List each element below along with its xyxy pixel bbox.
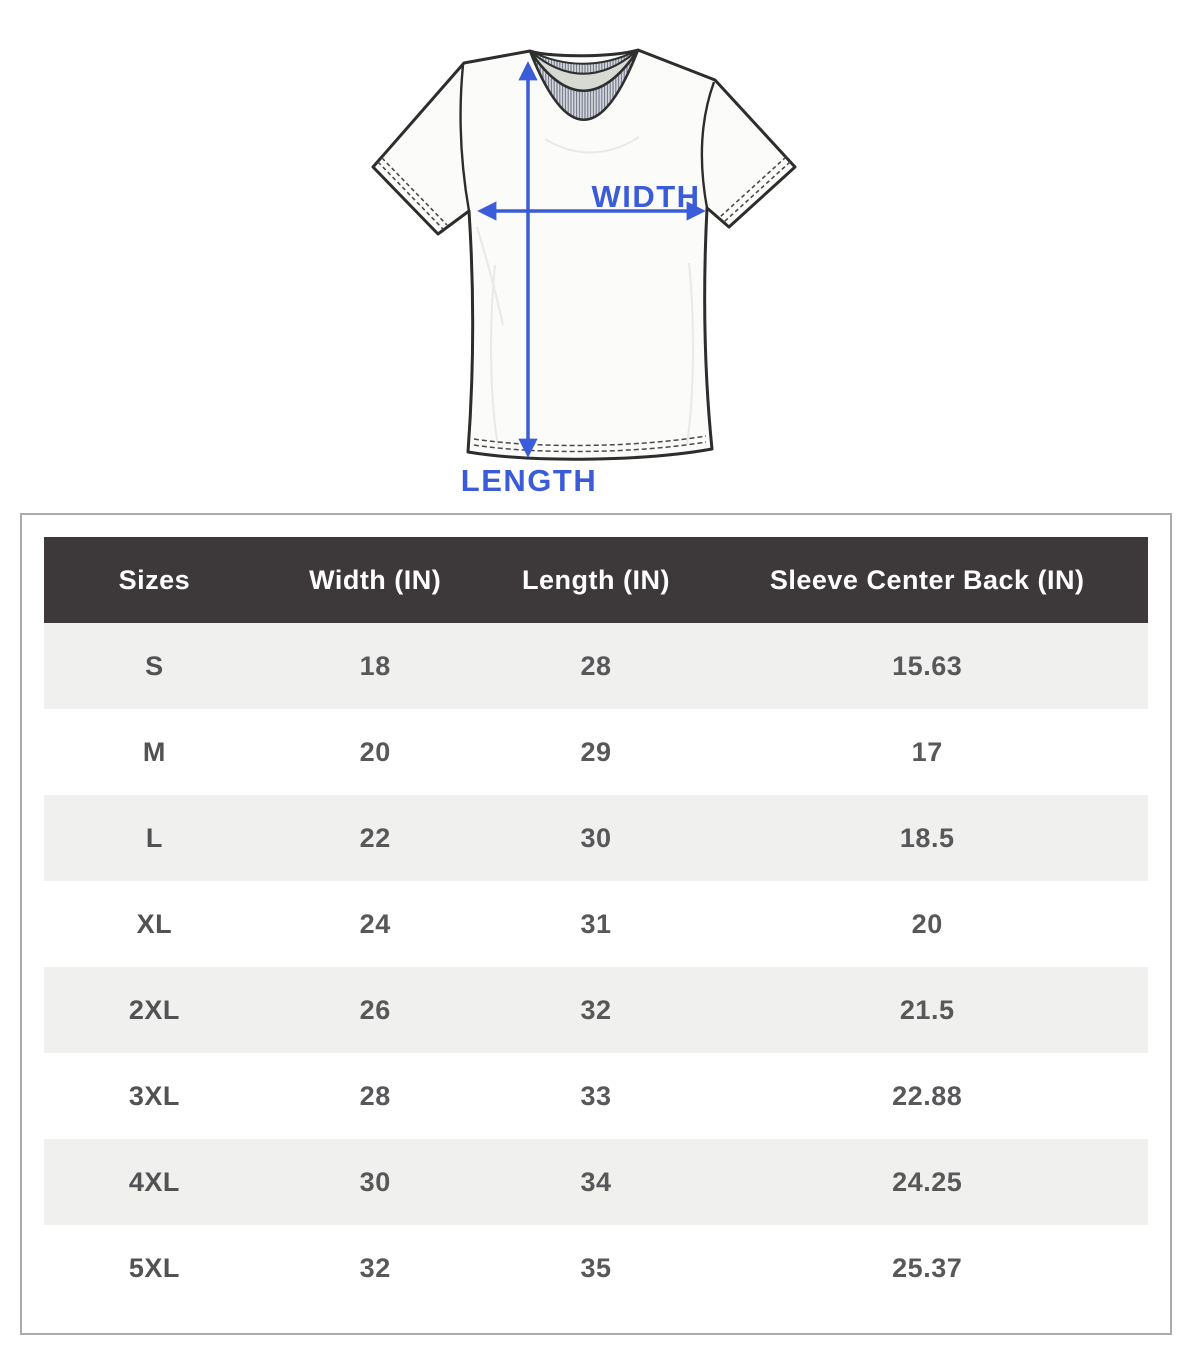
size-cell: XL	[44, 881, 265, 967]
sleeve-cell: 20	[706, 881, 1148, 967]
size-cell: L	[44, 795, 265, 881]
length-cell: 35	[486, 1225, 707, 1311]
sleeve-cell: 22.88	[706, 1053, 1148, 1139]
sleeve-cell: 21.5	[706, 967, 1148, 1053]
width-cell: 30	[265, 1139, 486, 1225]
sleeve-cell: 17	[706, 709, 1148, 795]
header-row	[44, 537, 1148, 623]
sleeve-cell: 24.25	[706, 1139, 1148, 1225]
table-row-2xl	[44, 967, 1148, 1053]
width-cell: 20	[265, 709, 486, 795]
table-row-m	[44, 709, 1148, 795]
width-cell: 32	[265, 1225, 486, 1311]
length-cell: 33	[486, 1053, 707, 1139]
size-chart-body	[44, 623, 1148, 1311]
length-cell: 29	[486, 709, 707, 795]
size-chart-header	[44, 537, 1148, 623]
width-cell: 24	[265, 881, 486, 967]
table-row-3xl	[44, 1053, 1148, 1139]
size-chart-table	[44, 537, 1148, 1311]
table-row-l	[44, 795, 1148, 881]
size-cell: M	[44, 709, 265, 795]
tshirt-illustration	[340, 25, 840, 500]
size-cell: 3XL	[44, 1053, 265, 1139]
sleeve-cell: 18.5	[706, 795, 1148, 881]
size-cell: S	[44, 623, 265, 709]
table-row-xl	[44, 881, 1148, 967]
length-dimension-label: LENGTH	[460, 463, 598, 498]
width-dimension-label: WIDTH	[591, 179, 701, 214]
size-chart-container	[20, 513, 1172, 1335]
column-header-length: Length (IN)	[486, 537, 707, 623]
length-cell: 30	[486, 795, 707, 881]
size-cell: 2XL	[44, 967, 265, 1053]
tshirt-measurement-diagram	[0, 0, 1200, 513]
sleeve-cell: 15.63	[706, 623, 1148, 709]
length-cell: 28	[486, 623, 707, 709]
table-row-5xl	[44, 1225, 1148, 1311]
length-cell: 34	[486, 1139, 707, 1225]
table-row-4xl	[44, 1139, 1148, 1225]
column-header-sleeve: Sleeve Center Back (IN)	[706, 537, 1148, 623]
width-cell: 22	[265, 795, 486, 881]
column-header-width: Width (IN)	[265, 537, 486, 623]
width-cell: 26	[265, 967, 486, 1053]
table-row-s	[44, 623, 1148, 709]
width-cell: 28	[265, 1053, 486, 1139]
length-cell: 32	[486, 967, 707, 1053]
width-cell: 18	[265, 623, 486, 709]
size-cell: 4XL	[44, 1139, 265, 1225]
column-header-sizes: Sizes	[44, 537, 265, 623]
length-cell: 31	[486, 881, 707, 967]
sleeve-cell: 25.37	[706, 1225, 1148, 1311]
size-cell: 5XL	[44, 1225, 265, 1311]
